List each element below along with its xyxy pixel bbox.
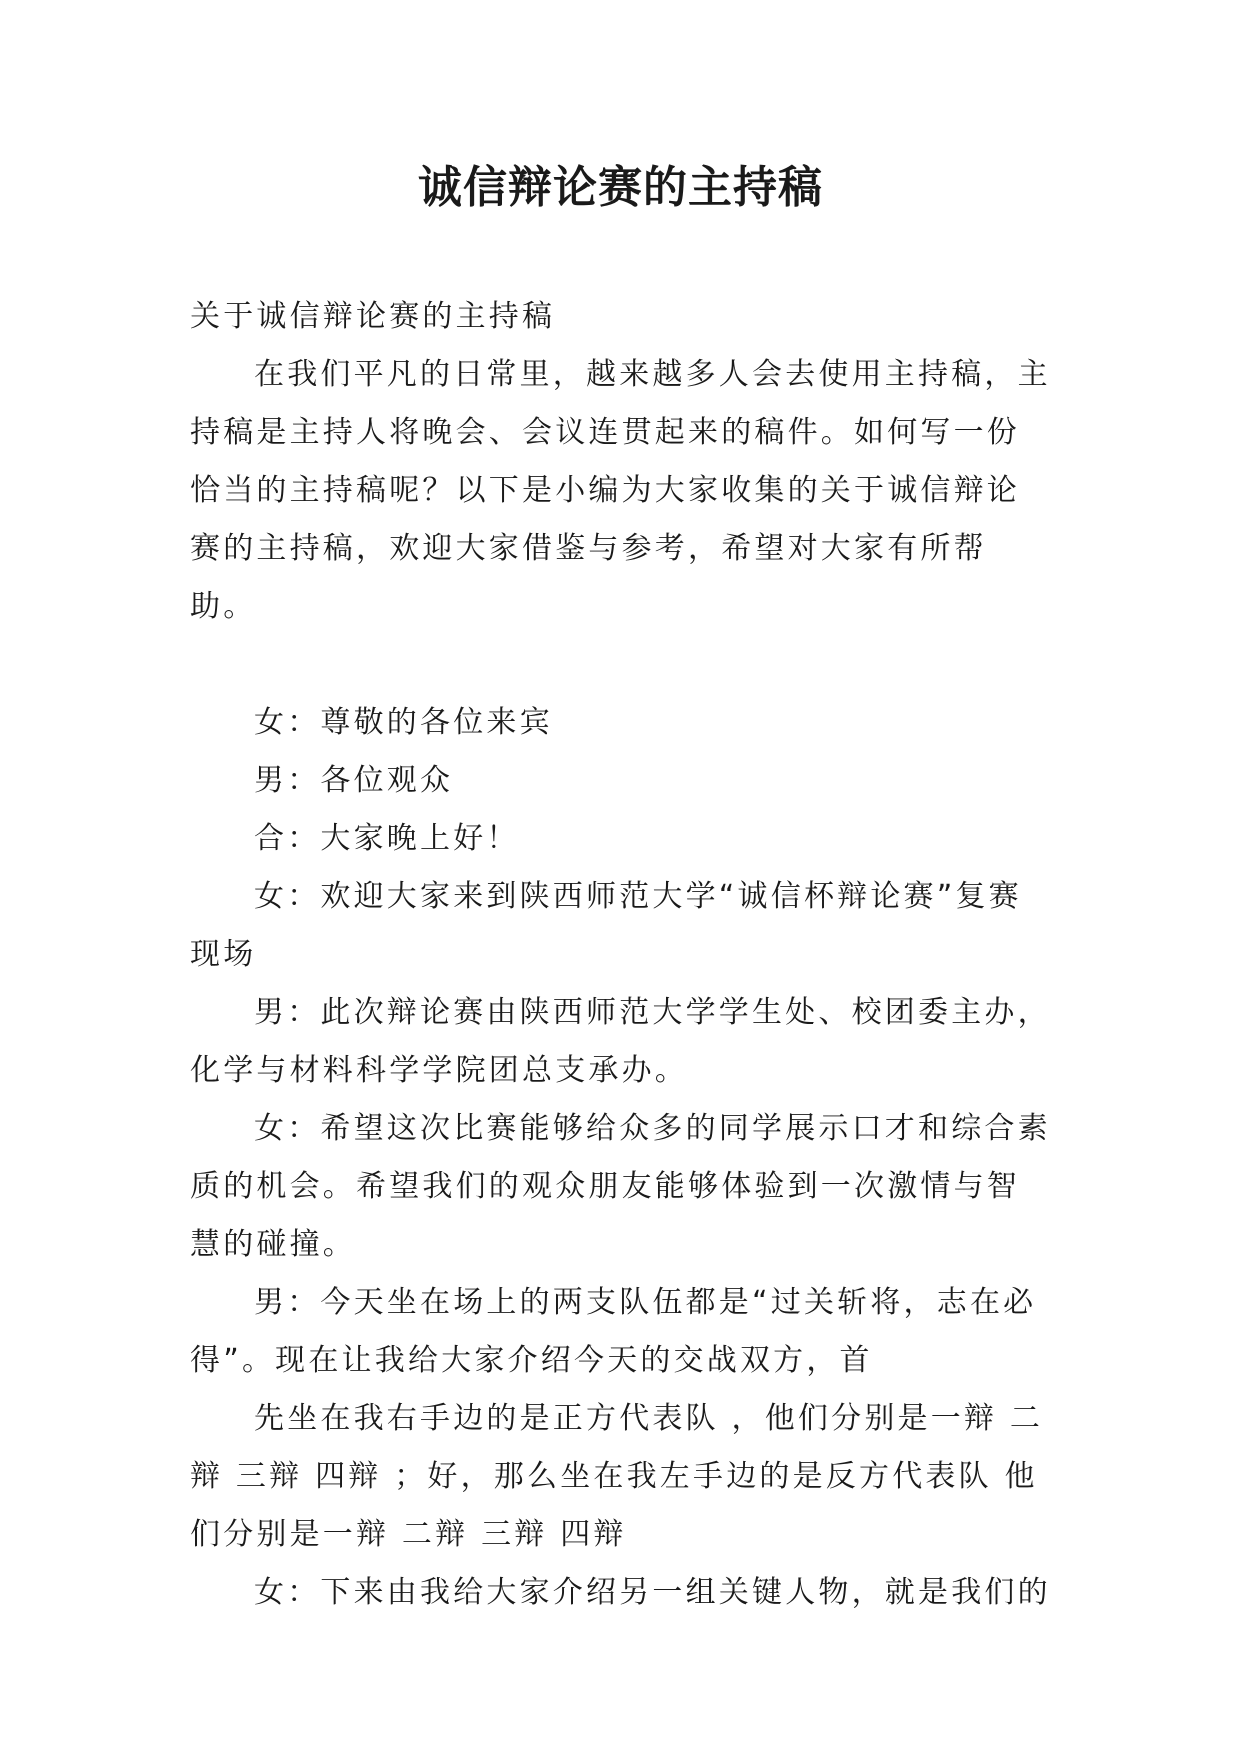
dialogue-line-female-welcome: 女：欢迎大家来到陕西师范大学“诚信杯辩论赛”复赛现场 xyxy=(190,879,1022,972)
dialogue-line-male-greeting: 男：各位观众 xyxy=(254,763,454,798)
dialogue-line-female-greeting: 女：尊敬的各位来宾 xyxy=(254,705,553,740)
document-title: 诚信辩论赛的主持稿 xyxy=(418,162,823,213)
paragraph-spacer xyxy=(190,636,1052,694)
dialogue-line-female-hope: 女：希望这次比赛能够给众多的同学展示口才和综合素质的机会。希望我们的观众朋友能够体验到一次激情与智慧的碰撞。 xyxy=(190,1111,1051,1262)
dialogue-line-male-organizers: 男：此次辩论赛由陕西师范大学学生处、校团委主办，化学与材料科学学院团总支承办。 xyxy=(190,995,1051,1088)
document-body xyxy=(190,288,1052,1622)
intro-paragraph: 在我们平凡的日常里，越来越多人会去使用主持稿，主持稿是主持人将晚会、会议连贯起来的稿件。如何写一份恰当的主持稿呢？以下是小编为大家收集的关于诚信辩论赛的主持稿，欢迎大家借鉴与参考，希望对大家有所帮助。 xyxy=(190,357,1051,624)
subtitle-line: 关于诚信辩论赛的主持稿 xyxy=(190,299,556,334)
dialogue-line-together-greeting: 合：大家晚上好！ xyxy=(254,821,520,856)
dialogue-line-female-judges: 女：下来由我给大家介绍另一组关键人物，就是我们的 xyxy=(254,1575,1051,1610)
team-introduction-paragraph: 先坐在我右手边的是正方代表队 ，他们分别是一辩 二辩 三辩 四辩 ；好，那么坐在我左手边的是反方代表队 他们分别是一辩 二辩 三辩 四辩 xyxy=(190,1401,1044,1552)
dialogue-line-male-teams: 男：今天坐在场上的两支队伍都是“过关斩将，志在必得”。现在让我给大家介绍今天的交战双方，首 xyxy=(190,1285,1037,1378)
